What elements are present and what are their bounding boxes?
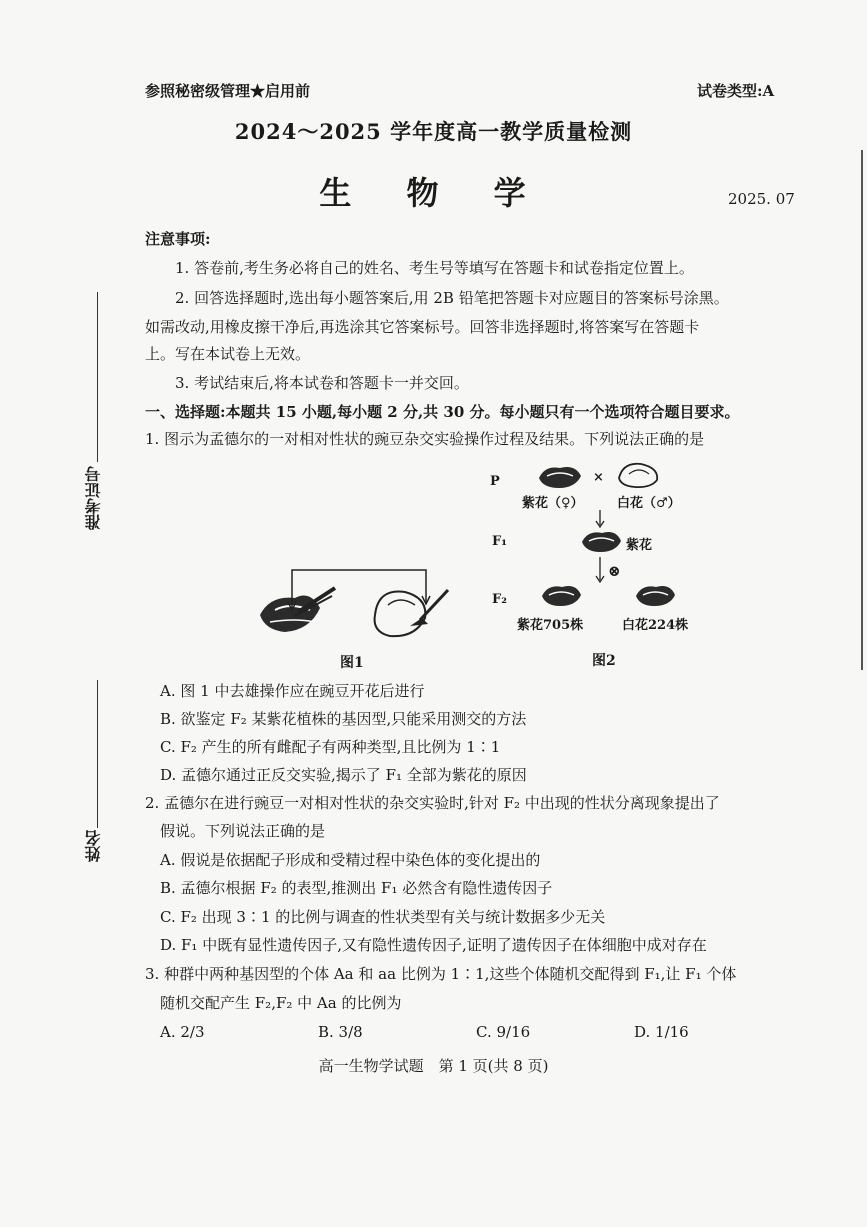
f2-white-count: 白花224株 [622,618,689,633]
notice-item: 如需改动,用橡皮擦干净后,再选涂其它答案标号。回答非选择题时,将答案写在答题卡 [145,318,700,336]
notice-item: 上。写在本试卷上无效。 [145,345,311,363]
white-male-label: 白花（♂） [617,496,681,511]
id-label: 准考证号 [84,466,103,530]
figure-2-label: 图2 [592,653,616,669]
generation-p-label: P [490,474,500,489]
paper-type: 试卷类型:A [697,82,775,100]
notice-item: 3. 考试结束后,将本试卷和答题卡一并交回。 [175,374,469,392]
figure-1 [250,560,460,650]
pea-flower-dark-icon [538,580,584,610]
question-3-option-d: D. 1/16 [634,1023,689,1041]
question-2-option-a: A. 假说是依据配子形成和受精过程中染色体的变化提出的 [160,851,541,869]
f1-phenotype-label: 紫花 [626,538,653,553]
scan-edge-line [861,150,863,670]
question-1-option-c: C. F₂ 产生的所有雌配子有两种类型,且比例为 1∶1 [160,738,501,756]
pea-flower-dark-icon [535,460,585,492]
notice-heading: 注意事项: [145,230,211,248]
name-underline [97,680,98,828]
question-3-option-c: C. 9/16 [476,1023,531,1041]
id-underline [97,292,98,462]
pea-flower-light-icon [615,458,663,490]
question-2-option-c: C. F₂ 出现 3∶1 的比例与调查的性状类型有关与统计数据多少无关 [160,908,606,926]
question-2-option-d: D. F₁ 中既有显性遗传因子,又有隐性遗传因子,证明了遗传因子在体细胞中成对存在 [160,936,707,954]
page-footer: 高一生物学试题 第 1 页(共 8 页) [318,1057,549,1075]
f2-purple-count: 紫花705株 [517,618,584,633]
selfing-symbol: ⊗ [608,562,621,580]
purple-female-label: 紫花（♀） [522,496,584,511]
generation-f1-label: F₁ [492,534,507,549]
notice-item: 2. 回答选择题时,选出每小题答案后,用 2B 铅笔把答题卡对应题目的答案标号涂黑。 [175,289,729,307]
subject-title: 生 物 学 [319,174,548,212]
generation-f2-label: F₂ [492,592,507,607]
question-2-option-b: B. 孟德尔根据 F₂ 的表型,推测出 F₁ 必然含有隐性遗传因子 [160,879,553,897]
question-1-option-a: A. 图 1 中去雄操作应在豌豆开花后进行 [160,682,425,700]
question-3-stem: 3. 种群中两种基因型的个体 Aa 和 aa 比例为 1∶1,这些个体随机交配得到 F₁,让 F₁ 个体 [145,965,737,983]
section-heading: 一、选择题:本题共 15 小题,每小题 2 分,共 30 分。每小题只有一个选项符合题目要求。 [145,403,740,421]
notice-item: 1. 答卷前,考生务必将自己的姓名、考生号等填写在答题卡和试卷指定位置上。 [175,259,694,277]
question-2-stem: 2. 孟德尔在进行豌豆一对相对性状的杂交实验时,针对 F₂ 中出现的性状分离现象提出了 [145,794,720,812]
cross-symbol: × [593,470,604,485]
pea-flower-light-icon [375,591,428,636]
confidential-mark: 参照秘密级管理★启用前 [145,82,311,100]
arrow-down-icon [594,557,606,583]
exam-title: 2024～2025 学年度高一教学质量检测 [234,119,633,144]
pea-flower-dark-icon [578,526,624,556]
exam-date: 2025. 07 [728,190,795,208]
question-1-option-b: B. 欲鉴定 F₂ 某紫花植株的基因型,只能采用测交的方法 [160,710,527,728]
question-3-stem-cont: 随机交配产生 F₂,F₂ 中 Aa 的比例为 [160,994,402,1012]
figure-1-label: 图1 [340,655,364,671]
name-label: 姓名 [84,830,103,862]
question-3-option-a: A. 2/3 [160,1023,205,1041]
question-2-stem-cont: 假说。下列说法正确的是 [160,822,326,840]
pea-flower-dark-icon [632,580,678,610]
question-3-option-b: B. 3/8 [318,1023,363,1041]
pea-flower-dark-icon [260,596,320,632]
question-1-stem: 1. 图示为孟德尔的一对相对性状的豌豆杂交实验操作过程及结果。下列说法正确的是 [145,430,705,448]
question-1-option-d: D. 孟德尔通过正反交实验,揭示了 F₁ 全部为紫花的原因 [160,766,527,784]
